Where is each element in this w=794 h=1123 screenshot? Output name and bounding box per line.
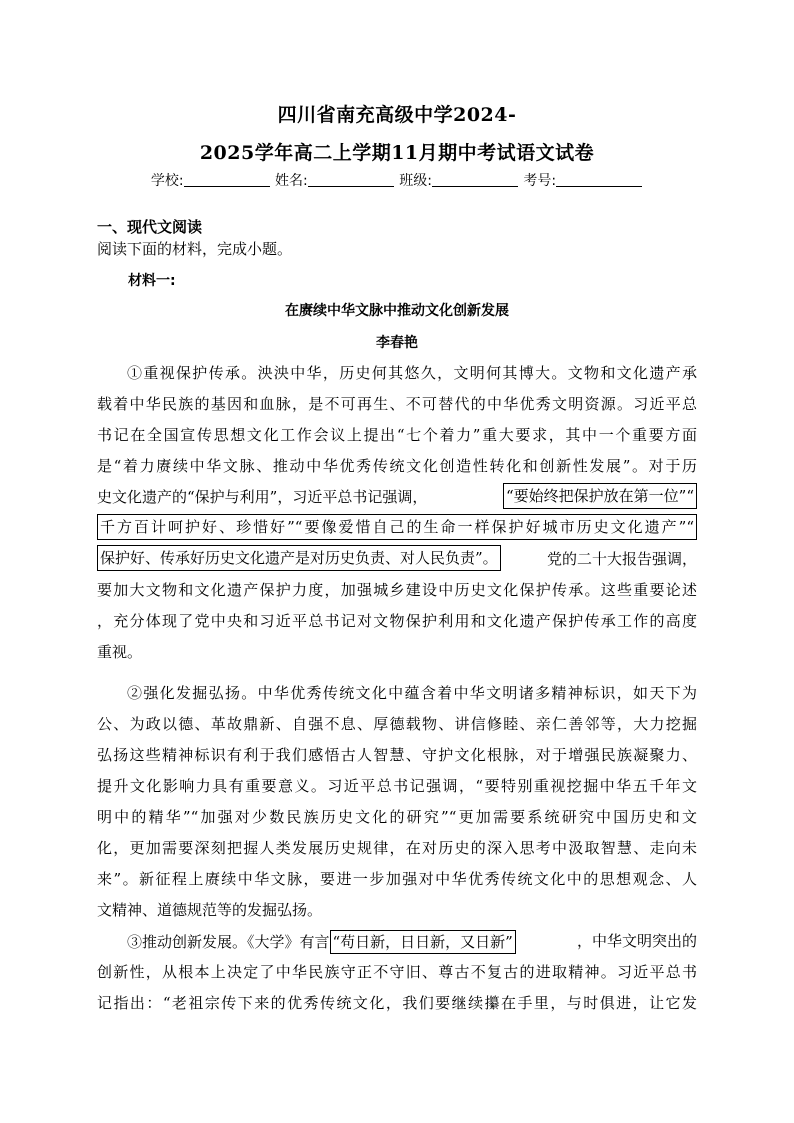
line-text: ③推动创新发展。《大学》有言 bbox=[127, 933, 330, 951]
paragraph-line: 载着中华民族的基因和血脉，是不可再生、不可替代的中华优秀文明资源。习近平总 bbox=[97, 395, 697, 413]
paragraph-line: 提升文化影响力具有重要意义。习近平总书记强调，“要特别重视挖掘中华五千年文 bbox=[97, 777, 697, 795]
name-label: 姓名: bbox=[275, 173, 308, 189]
paragraph-line: 来”。新征程上赓续中华文脉，要进一步加强对中华优秀传统文化中的思想观念、人 bbox=[97, 870, 697, 888]
paragraph-line: 重视。 bbox=[97, 643, 143, 661]
boxed-quote: “苟日新，日日新，又日新” bbox=[330, 930, 516, 954]
paragraph-line: 是“着力赓续中华文脉、推动中华优秀传统文化创造性转化和创新性发展”。对于历 bbox=[97, 457, 697, 475]
paragraph-line: 公、为政以德、革故鼎新、自强不息、厚德载物、讲信修睦、亲仁善邻等，大力挖掘 bbox=[97, 715, 697, 733]
boxed-quote: 保护好、传承好历史文化遗产是对历史负责、对人民负责”。 bbox=[97, 545, 501, 571]
article-author: 李春艳 bbox=[376, 335, 418, 351]
paragraph-line bbox=[97, 548, 697, 570]
boxed-quote: “要始终把保护放在第一位”“ bbox=[503, 483, 697, 509]
school-blank[interactable] bbox=[184, 172, 270, 187]
paragraph-line bbox=[97, 517, 697, 539]
paragraph-line: 弘扬这些精神标识有利于我们感悟古人智慧、守护文化根脉，对于增强民族凝聚力、 bbox=[97, 746, 697, 764]
article-title: 在赓续中华文脉中推动文化创新发展 bbox=[285, 303, 509, 319]
paragraph-line: ②强化发掘弘扬。中华优秀传统文化中蕴含着中华文明诸多精神标识，如天下为 bbox=[127, 684, 697, 702]
section-heading: 一、现代文阅读 bbox=[97, 218, 203, 236]
exam-number-blank[interactable] bbox=[556, 172, 642, 187]
paragraph-line: 文精神、道德规范等的发掘弘扬。 bbox=[97, 901, 323, 919]
paragraph-line: 化，更加需要深刻把握人类发展历史规律，在对历史的深入思考中汲取智慧、走向未 bbox=[97, 839, 697, 857]
exam-title-line1: 四川省南充高级中学2024- bbox=[277, 104, 517, 126]
class-label: 班级: bbox=[399, 173, 432, 189]
name-blank[interactable] bbox=[308, 172, 394, 187]
paragraph-line: ①重视保护传承。泱泱中华，历史何其悠久，文明何其博大。文物和文化遗产承 bbox=[127, 364, 697, 382]
section-instruction: 阅读下面的材料，完成小题。 bbox=[97, 240, 293, 258]
exam-number-label: 考号: bbox=[523, 173, 557, 189]
paragraph-line: 记指出：“老祖宗传下来的优秀传统文化，我们要继续攥在手里，与时俱进，让它发 bbox=[97, 994, 697, 1012]
class-blank[interactable] bbox=[432, 172, 518, 187]
paragraph-line bbox=[97, 930, 697, 952]
paragraph-line: 明中的精华”“加强对少数民族历史文化的研究”“更加需要系统研究中国历史和文 bbox=[97, 808, 697, 826]
paragraph-line: ，充分体现了党中央和习近平总书记对文物保护利用和文化遗产保护传承工作的高度 bbox=[97, 612, 697, 630]
paragraph-line bbox=[97, 486, 697, 508]
student-info-row bbox=[0, 170, 794, 190]
paragraph-line: 创新性，从根本上决定了中华民族守正不守旧、尊古不复古的进取精神。习近平总书 bbox=[97, 963, 697, 981]
material-label: 材料一: bbox=[128, 273, 176, 289]
paragraph-line: 要加大文物和文化遗产保护力度，加强城乡建设中历史文化保护传承。这些重要论述 bbox=[97, 581, 697, 599]
line-text: ，中华文明突出的 bbox=[576, 932, 697, 950]
boxed-quote: 千方百计呵护好、珍惜好”“要像爱惜自己的生命一样保护好城市历史文化遗产”“ bbox=[97, 514, 697, 540]
line-text: 史文化遗产的“保护与利用”，习近平总书记强调， bbox=[97, 488, 428, 506]
school-label: 学校: bbox=[150, 173, 184, 189]
exam-title-line2: 2025学年高二上学期11月期中考试语文试卷 bbox=[199, 142, 595, 164]
paragraph-line: 书记在全国宣传思想文化工作会议上提出“七个着力”重大要求，其中一个重要方面 bbox=[97, 426, 697, 444]
line-text: 党的二十大报告强调， bbox=[546, 550, 697, 568]
